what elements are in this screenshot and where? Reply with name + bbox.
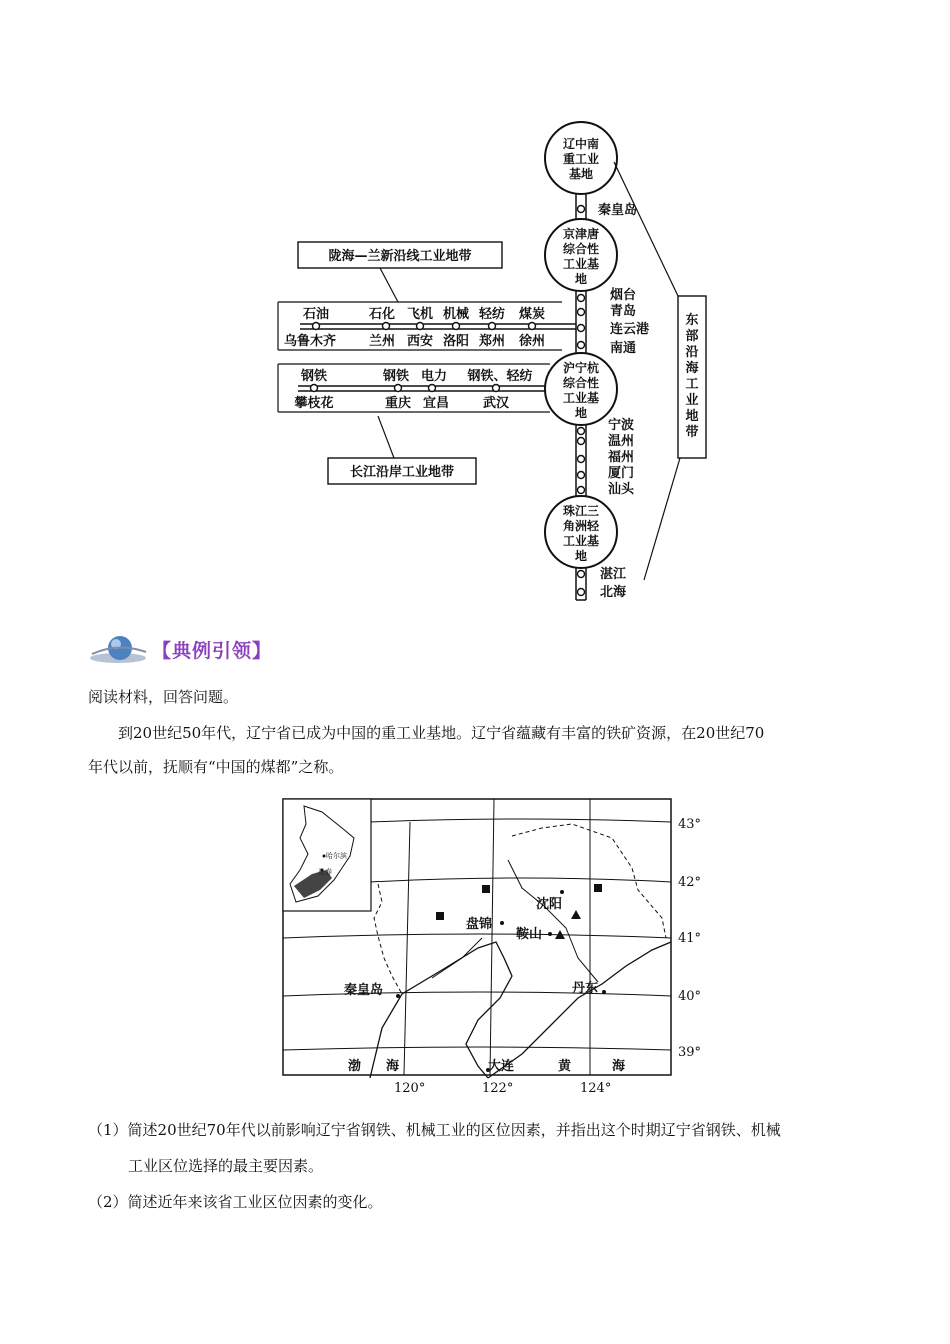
map-city-dandong: 丹东 [572, 981, 599, 996]
longhai-ind-3: 飞机 [406, 307, 434, 322]
map-city-shenyang: 沈阳 [536, 897, 563, 912]
base-hnh-line4: 地 [574, 406, 588, 420]
city-wenzhou: 温州 [608, 434, 635, 449]
base-zj-line1: 珠江三 [562, 504, 600, 518]
svg-text:海: 海 [685, 361, 699, 376]
lon-120: 120° [394, 1081, 426, 1096]
section-header [88, 632, 272, 666]
base-jjt-line2: 综合性 [562, 242, 600, 256]
longhai-ind-1: 石油 [302, 307, 330, 322]
city-lianyungang: 连云港 [610, 322, 650, 337]
city-qinhuangdao: 秦皇岛 [598, 203, 638, 218]
longhai-city-2: 兰州 [368, 334, 396, 349]
city-beihai: 北海 [600, 585, 627, 600]
lat-43: 43° [678, 817, 702, 832]
material-line-2: 年代以前，抚顺有“中国的煤都”之称。 [88, 758, 344, 776]
svg-text:业: 业 [685, 393, 699, 408]
longhai-city-6: 徐州 [518, 334, 546, 349]
industrial-belt-diagram [270, 118, 710, 608]
base-jjt-line1: 京津唐 [562, 227, 600, 241]
svg-text:东: 东 [685, 313, 699, 328]
section-title: 【典例引领】 [152, 639, 273, 662]
sea-huanghai-1: 黄 [558, 1059, 572, 1074]
city-zhanjiang: 湛江 [600, 567, 627, 582]
sea-huanghai-2: 海 [612, 1059, 626, 1074]
longhai-city-4: 洛阳 [442, 334, 470, 349]
city-qingdao: 青岛 [610, 304, 637, 319]
city-ningbo: 宁波 [608, 418, 635, 433]
longhai-city-5: 郑州 [478, 334, 506, 349]
map-city-dalian: 大连 [488, 1059, 515, 1074]
question-2: （2）简述近年来该省工业区位因素的变化。 [88, 1193, 383, 1211]
svg-text:沿: 沿 [685, 345, 699, 360]
city-nantong: 南通 [610, 341, 637, 356]
base-zj-line2: 角洲轻 [562, 519, 600, 533]
inset-changchun: 长春 [318, 868, 332, 876]
lat-42: 42° [678, 875, 702, 890]
sea-bohai-2: 海 [386, 1059, 400, 1074]
globe-icon [88, 632, 148, 666]
svg-text:地: 地 [685, 409, 699, 424]
changjiang-ind-3: 电力 [420, 369, 448, 384]
longhai-ind-6: 煤炭 [518, 307, 546, 322]
svg-text:带: 带 [685, 425, 699, 440]
changjiang-city-1: 攀枝花 [294, 396, 334, 411]
longhai-city-3: 西安 [406, 334, 434, 349]
longhai-city-1: 乌鲁木齐 [283, 334, 337, 349]
map-city-anshan: 鞍山 [516, 927, 543, 942]
lat-40: 40° [678, 989, 702, 1004]
material-line-1: 到20世纪50年代，辽宁省已成为中国的重工业基地。辽宁省蕴藏有丰富的铁矿资源，在20世纪70 [118, 724, 765, 742]
lat-41: 41° [678, 931, 702, 946]
lon-122: 122° [482, 1081, 514, 1096]
liaoning-map [282, 798, 712, 1098]
longhai-ind-2: 石化 [368, 307, 396, 322]
base-liao-line1: 辽中南 [562, 137, 600, 151]
base-jjt-line3: 工业基 [562, 257, 600, 271]
city-xiamen: 厦门 [608, 466, 635, 481]
base-zj-line3: 工业基 [562, 534, 600, 548]
changjiang-ind-4: 钢铁、轻纺 [467, 369, 533, 384]
changjiang-title: 长江沿岸工业地带 [349, 465, 455, 480]
map-city-panjin: 盘锦 [466, 917, 493, 932]
svg-text:部: 部 [685, 329, 699, 344]
base-hnh-line3: 工业基 [562, 391, 600, 405]
changjiang-city-2: 重庆 [384, 396, 412, 411]
intro-text: 阅读材料，回答问题。 [88, 688, 239, 706]
city-yantai: 烟台 [610, 288, 637, 303]
base-hnh-line1: 沪宁杭 [562, 361, 600, 375]
question-1-line-1: （1）简述20世纪70年代以前影响辽宁省钢铁、机械工业的区位因素，并指出这个时期辽宁省钢铁、机械 [88, 1121, 781, 1139]
base-liao-line3: 基地 [568, 167, 594, 181]
changjiang-ind-1: 钢铁 [300, 369, 328, 384]
inset-harbin: 哈尔滨 [326, 852, 347, 860]
changjiang-city-4: 武汉 [482, 396, 510, 411]
changjiang-ind-2: 钢铁 [382, 369, 410, 384]
map-city-qinhuangdao: 秦皇岛 [344, 983, 384, 998]
svg-text:工: 工 [685, 377, 699, 392]
base-zj-line4: 地 [574, 549, 588, 563]
changjiang-city-3: 宜昌 [422, 396, 450, 411]
base-hnh-line2: 综合性 [562, 376, 600, 390]
longhai-title: 陇海—兰新沿线工业地带 [328, 249, 472, 264]
industrial-belt-svg [270, 118, 710, 608]
base-jjt-line4: 地 [574, 272, 588, 286]
sea-bohai-1: 渤 [348, 1059, 362, 1074]
base-liao-line2: 重工业 [562, 152, 600, 166]
longhai-ind-4: 机械 [442, 307, 470, 322]
lon-124: 124° [580, 1081, 612, 1096]
city-shantou: 汕头 [608, 482, 635, 497]
question-1-line-2: 工业区位选择的最主要因素。 [128, 1157, 324, 1175]
liaoning-map-svg [282, 798, 712, 1098]
city-fuzhou: 福州 [608, 450, 635, 465]
lat-39: 39° [678, 1045, 702, 1060]
longhai-ind-5: 轻纺 [478, 307, 506, 322]
